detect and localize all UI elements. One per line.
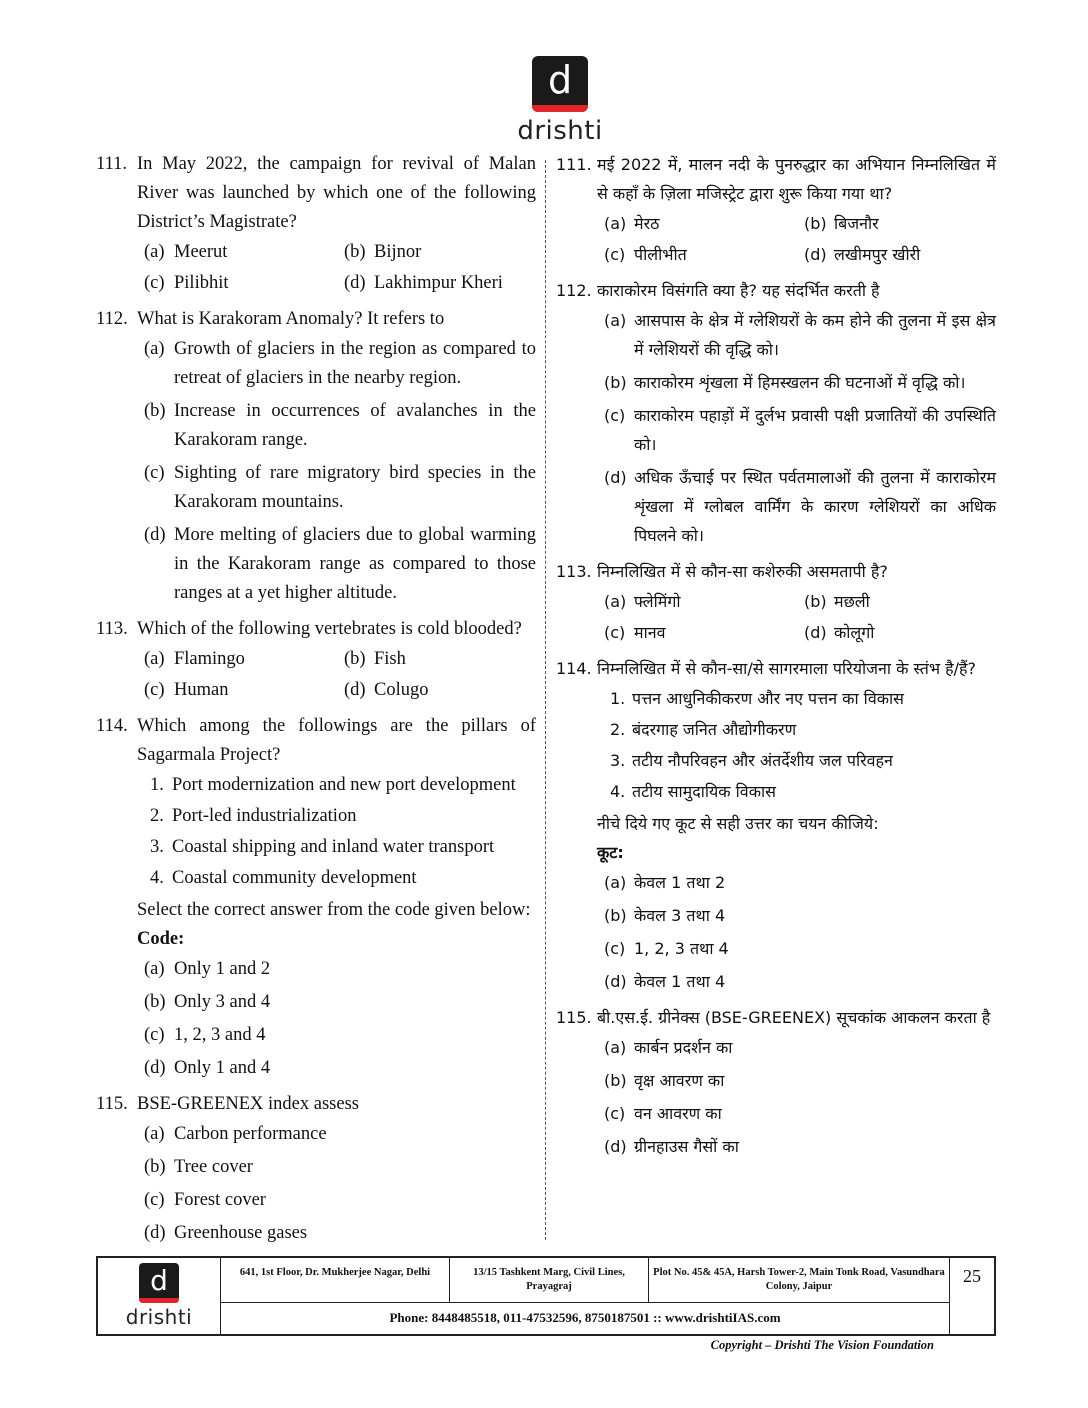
option-a: (a) Flamingo <box>144 649 245 669</box>
address-jaipur: Plot No. 45& 45A, Harsh Tower-2, Main Tonk Road, Vasundhara Colony, Jaipur <box>653 1267 945 1292</box>
english-column <box>96 150 536 1255</box>
option-c: (c) काराकोरम पहाड़ों में दुर्लभ प्रवासी पक्षी प्रजातियों की उपस्थिति को। <box>604 406 996 454</box>
question-113-en: 113. Which of the following vertebrates is cold blooded? (a) Flamingo (b) Fish (c) Human (d) Colugo <box>96 615 536 706</box>
option-a: (a) आसपास के क्षेत्र में ग्लेशियरों के कम होने की तुलना में इस क्षेत्र में ग्लेशियरों की वृद्धि को। <box>604 311 996 359</box>
question-111-en: 111. In May 2022, the campaign for revival of Malan River was launched by which one of the following District’s Magistrate? (a) Meerut (b) Bijnor (c) Pilibhit (d) Lakhimpur Kheri <box>96 150 536 299</box>
statement-3: 3. Coastal shipping and inland water transport <box>150 837 495 857</box>
footer-logo <box>98 1258 221 1334</box>
option-c: (c) Forest cover <box>144 1190 266 1210</box>
brand-name: drishti <box>517 116 603 146</box>
option-b: (b) मछली <box>804 592 870 611</box>
option-c: (c) 1, 2, 3 तथा 4 <box>604 939 729 958</box>
option-a: (a) केवल 1 तथा 2 <box>604 873 726 892</box>
question-112-hi: 112. काराकोरम विसंगति क्या है? यह संदर्भित करती है (a) आसपास के क्षेत्र में ग्लेशियरों के कम होने की तुलना में इस क्षेत्र में ग्लेशियरों की वृद्धि को। (b) काराकोरम शृंखला में हिमस्खलन की घटनाओं में वृद्धि को। (c) काराकोरम पहाड़ों में दुर्लभ प्रवासी पक्षी प्रजातियों की उपस्थिति को। (d) अधिक ऊँचाई पर स्थित पर्वतमालाओं की तुलना में काराकोरम शृंखला में ग्लोबल वार्मिंग के कारण ग्लेशियरों का अधिक पिघलने को। <box>556 276 996 551</box>
statement-1: 1. Port modernization and new port development <box>150 775 516 795</box>
option-c: (c) 1, 2, 3 and 4 <box>144 1025 266 1045</box>
option-c: (c) Pilibhit <box>144 273 229 293</box>
option-b: (b) Increase in occurrences of avalanches in the Karakoram range. <box>144 401 536 450</box>
statement-2: 2. बंदरगाह जनित औद्योगीकरण <box>610 720 797 739</box>
option-d: (d) लखीमपुर खीरी <box>804 245 921 264</box>
statement-1: 1. पत्तन आधुनिकीकरण और नए पत्तन का विकास <box>610 689 904 708</box>
statement-4: 4. तटीय सामुदायिक विकास <box>610 782 776 801</box>
option-d: (d) More melting of glaciers due to global warming in the Karakoram range as compared to those ranges at a yet higher altitude. <box>144 525 536 603</box>
option-c: (c) वन आवरण का <box>604 1104 722 1123</box>
option-a: (a) कार्बन प्रदर्शन का <box>604 1038 733 1057</box>
hindi-column <box>556 150 996 1168</box>
statement-4: 4. Coastal community development <box>150 868 417 888</box>
header-logo <box>512 56 608 146</box>
question-113-hi: 113. निम्नलिखित में से कौन-सा कशेरुकी असमतापी है? (a) फ्लेमिंगो (b) मछली (c) मानव (d) कोलूगो <box>556 557 996 648</box>
option-d: (d) Colugo <box>344 680 429 700</box>
option-d: (d) कोलूगो <box>804 623 875 642</box>
option-b: (b) Tree cover <box>144 1157 253 1177</box>
instruction: नीचे दिये गए कूट से सही उत्तर का चयन कीजिये: <box>597 814 879 833</box>
option-c: (c) Sighting of rare migratory bird species in the Karakoram mountains. <box>144 463 536 512</box>
code-label: कूट: <box>597 843 624 862</box>
address-delhi: 641, 1st Floor, Dr. Mukherjee Nagar, Delhi <box>221 1258 450 1302</box>
option-b: (b) केवल 3 तथा 4 <box>604 906 726 925</box>
column-divider <box>545 160 546 1240</box>
page-footer <box>96 1256 996 1336</box>
instruction: Select the correct answer from the code given below: <box>137 900 531 920</box>
option-d: (d) ग्रीनहाउस गैसों का <box>604 1137 739 1156</box>
option-b: (b) Only 3 and 4 <box>144 992 271 1012</box>
question-114-hi: 114. निम्नलिखित में से कौन-सा/से सागरमाला परियोजना के स्तंभ है/हैं? 1. पत्तन आधुनिकीकरण और नए पत्तन का विकास 2. बंदरगाह जनित औद्योगीकरण 3. तटीय नौपरिवहन और अंतर्देशीय जल परिवहन 4. तटीय सामुदायिक विकास नीचे दिये गए कूट से सही उत्तर का चयन कीजिये: कूट: (a) केवल 1 तथा 2 (b) केवल 3 तथा 4 (c) 1, 2, 3 तथा 4 (d) केवल 1 तथा 4 <box>556 654 996 997</box>
contact-phone: Phone: 8448485518, 011-47532596, 8750187501 :: www.drishtiIAS.com <box>389 1310 781 1325</box>
page-number: 25 <box>949 1258 994 1334</box>
option-c: (c) मानव <box>604 623 666 642</box>
option-b: (b) Fish <box>344 649 406 669</box>
option-b: (b) वृक्ष आवरण का <box>604 1071 725 1090</box>
option-d: (d) Only 1 and 4 <box>144 1058 271 1078</box>
drishti-logo-icon: d <box>532 56 588 112</box>
footer-brand-name: drishti <box>125 1305 193 1329</box>
code-label: Code: <box>137 929 185 949</box>
option-c: (c) Human <box>144 680 229 700</box>
option-b: (b) बिजनौर <box>804 214 879 233</box>
option-d: (d) अधिक ऊँचाई पर स्थित पर्वतमालाओं की तुलना में काराकोरम शृंखला में ग्लोबल वार्मिंग के कारण ग्लेशियरों का अधिक पिघलने को। <box>604 468 996 545</box>
question-111-hi: 111. मई 2022 में, मालन नदी के पुनरुद्धार का अभियान निम्नलिखित में से कहाँ के ज़िला मजिस्ट्रेट द्वारा शुरू किया गया था? (a) मेरठ (b) बिजनौर (c) पीलीभीत (d) लखीमपुर खीरी <box>556 150 996 270</box>
option-c: (c) पीलीभीत <box>604 245 687 264</box>
option-a: (a) Carbon performance <box>144 1124 327 1144</box>
copyright: Copyright – Drishti The Vision Foundation <box>710 1338 934 1352</box>
option-d: (d) Greenhouse gases <box>144 1223 308 1243</box>
option-d: (d) केवल 1 तथा 4 <box>604 972 726 991</box>
option-d: (d) Lakhimpur Kheri <box>344 273 503 293</box>
option-a: (a) मेरठ <box>604 214 660 233</box>
statement-2: 2. Port-led industrialization <box>150 806 357 826</box>
question-114-en: 114. Which among the followings are the pillars of Sagarmala Project? 1. Port modernization and new port development 2. Port-led industrialization 3. Coastal shipping and inland water transport 4. Coastal community development Select the correct answer from the code given below: Code: (a) Only 1 and 2 (b) Only 3 and 4 (c) 1, 2, 3 and 4 (d) Only 1 and 4 <box>96 712 536 1084</box>
option-a: (a) Growth of glaciers in the region as compared to retreat of glaciers in the nearby region. <box>144 339 536 388</box>
statement-3: 3. तटीय नौपरिवहन और अंतर्देशीय जल परिवहन <box>610 751 893 770</box>
drishti-logo-icon: d <box>139 1263 179 1303</box>
question-112-en: 112. What is Karakoram Anomaly? It refers to (a) Growth of glaciers in the region as compared to retreat of glaciers in the nearby region. (b) Increase in occurrences of avalanches in the Karakoram range. (c) Sighting of rare migratory bird species in the Karakoram mountains. (d) More melting of glaciers due to global warming in the Karakoram range as compared to those ranges at a yet higher altitude. <box>96 305 536 609</box>
option-b: (b) काराकोरम शृंखला में हिमस्खलन की घटनाओं में वृद्धि को। <box>604 373 966 392</box>
question-115-en: 115. BSE-GREENEX index assess (a) Carbon performance (b) Tree cover (c) Forest cover (d) Greenhouse gases <box>96 1090 536 1249</box>
option-b: (b) Bijnor <box>344 242 422 262</box>
option-a: (a) फ्लेमिंगो <box>604 592 681 611</box>
question-115-hi: 115. बी.एस.ई. ग्रीनेक्स (BSE-GREENEX) सूचकांक आकलन करता है (a) कार्बन प्रदर्शन का (b) वृक्ष आवरण का (c) वन आवरण का (d) ग्रीनहाउस गैसों का <box>556 1003 996 1162</box>
address-prayagraj: 13/15 Tashkent Marg, Civil Lines, Prayagraj <box>450 1258 649 1302</box>
option-a: (a) Meerut <box>144 242 228 262</box>
option-a: (a) Only 1 and 2 <box>144 959 271 979</box>
